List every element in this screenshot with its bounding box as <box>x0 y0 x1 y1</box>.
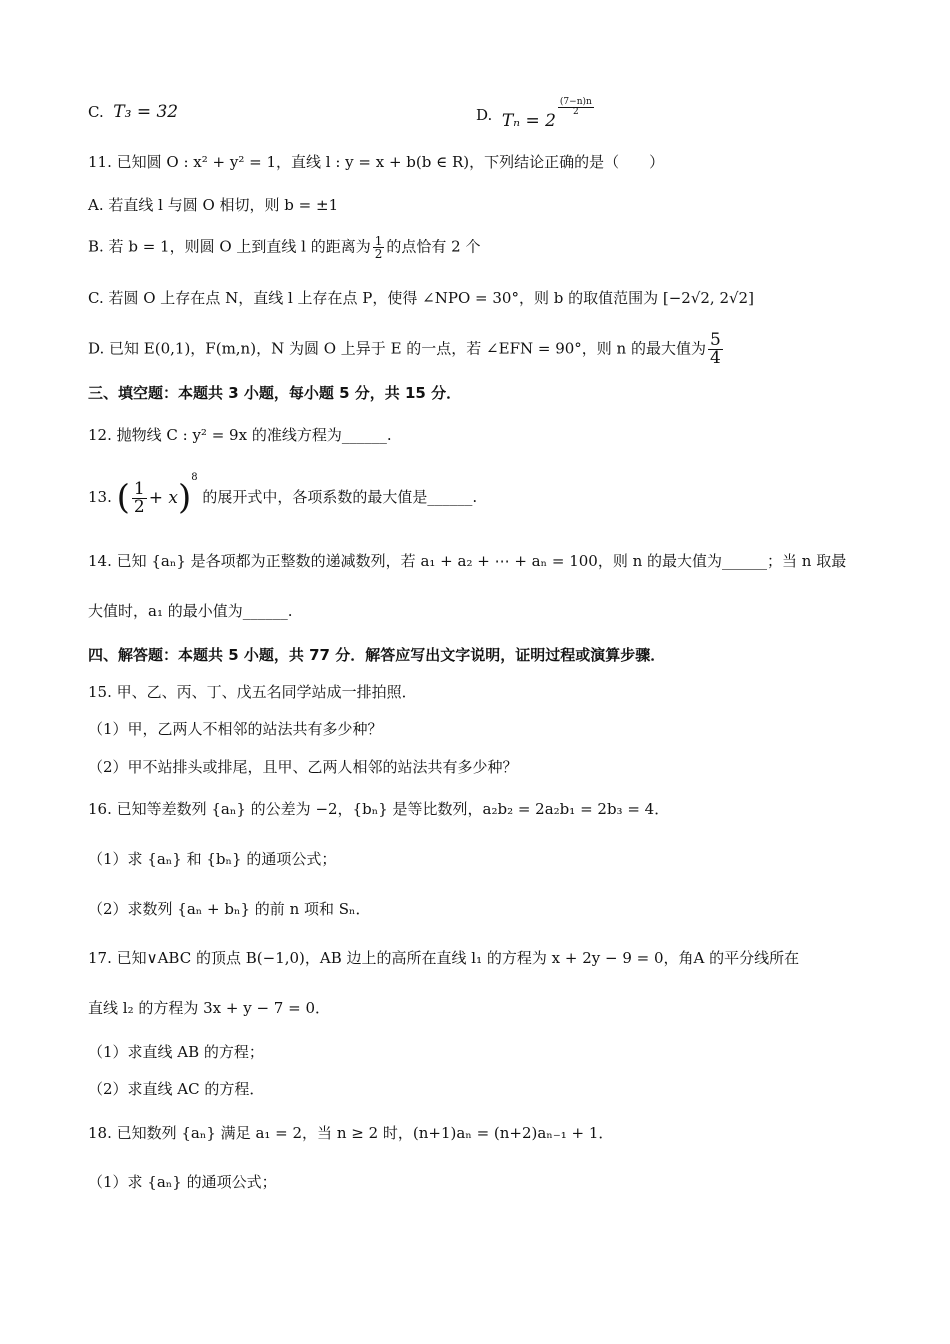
q16-part-2: （2）求数列 {aₙ + bₙ} 的前 n 项和 Sₙ． <box>88 900 371 918</box>
q13: 13. ( $\frac{1}{2}$ + x)$^8$ 的展开式中，各项系数的最大值是______. <box>88 472 478 518</box>
q17-part-2: （2）求直线 AC 的方程． <box>88 1080 265 1098</box>
q18-part-1: （1）求 {aₙ} 的通项公式； <box>88 1173 277 1191</box>
q14-line-2: 大值时，a₁ 的最小值为______. <box>88 602 293 620</box>
q14-line-1: 14. 已知 {aₙ} 是各项都为正整数的递减数列，若 a₁ + a₂ + ⋯ + aₙ = 100，则 n 的最大值为______；当 n 取最 <box>88 552 847 570</box>
q16-part-1: （1）求 {aₙ} 和 {bₙ} 的通项公式； <box>88 850 337 868</box>
section-3-title: 三、填空题：本题共 3 小题，每小题 5 分，共 15 分． <box>88 384 462 402</box>
q11-b-fraction: $\frac{1}{2}$ <box>374 234 383 261</box>
q15-stem: 15. 甲、乙、丙、丁、戊五名同学站成一排拍照． <box>88 683 417 701</box>
q11-option-d: D. 已知 E(0,1)，F(m,n)，N 为圆 O 上异于 E 的一点，若 ∠EFN = 90°，则 n 的最大值为 $\frac{5}{4}$ <box>88 330 721 368</box>
q13-fraction: $\frac{1}{2}$ <box>133 478 145 517</box>
q11-d-fraction: $\frac{5}{4}$ <box>710 330 721 368</box>
q17-part-1: （1）求直线 AB 的方程； <box>88 1043 264 1061</box>
q15-part-1: （1）甲，乙两人不相邻的站法共有多少种？ <box>88 720 383 738</box>
q18-stem: 18. 已知数列 {aₙ} 满足 a₁ = 2，当 n ≥ 2 时，(n+1)aₙ = (n+2)aₙ₋₁ + 1． <box>88 1124 614 1142</box>
q12: 12. 抛物线 C : y² = 9x 的准线方程为______. <box>88 426 392 444</box>
q15-part-2: （2）甲不站排头或排尾，且甲、乙两人相邻的站法共有多少种？ <box>88 758 518 776</box>
q11-stem: 11. 已知圆 O : x² + y² = 1，直线 l : y = x + b(b ∈ R)，下列结论正确的是（ ） <box>88 153 665 171</box>
q11-option-a: A. 若直线 l 与圆 O 相切，则 b = ±1 <box>88 196 339 214</box>
q11-option-b: B. 若 b = 1，则圆 O 上到直线 l 的距离为 $\frac{1}{2}$ 的点恰有 2 个 <box>88 234 481 261</box>
section-4-title: 四、解答题：本题共 5 小题，共 77 分．解答应写出文字说明，证明过程或演算步骤． <box>88 646 666 664</box>
q10-option-d: D. Tₙ = 2 $\frac{(7-n)n}{2}$ <box>476 97 592 131</box>
q11-option-c: C. 若圆 O 上存在点 N，直线 l 上存在点 P，使得 ∠NPO = 30°，则 b 的取值范围为 [−2√2, 2√2] <box>88 289 754 307</box>
q16-stem: 16. 已知等差数列 {aₙ} 的公差为 −2，{bₙ} 是等比数列，a₂b₂ = 2a₂b₁ = 2b₃ = 4． <box>88 800 670 818</box>
q17-line-1: 17. 已知∨ABC 的顶点 B(−1,0)，AB 边上的高所在直线 l₁ 的方程为 x + 2y − 9 = 0，角A 的平分线所在 <box>88 949 800 967</box>
q10-d-exponent: $\frac{(7-n)n}{2}$ <box>559 97 592 117</box>
q10-option-c: C. T₃ = 32 <box>88 102 179 122</box>
q17-line-2: 直线 l₂ 的方程为 3x + y − 7 = 0． <box>88 999 330 1017</box>
